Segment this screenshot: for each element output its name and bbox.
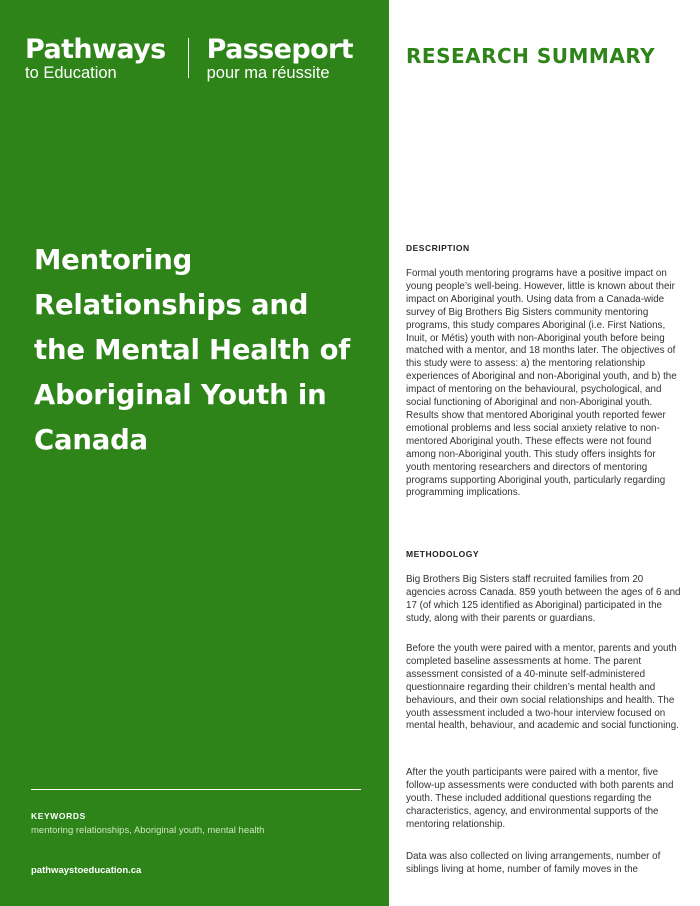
logo-english [25,36,166,82]
report-title-line: Aboriginal Youth in [34,379,327,411]
logo-french-sub: pour ma réussite [206,64,330,82]
report-title [34,238,374,463]
methodology-paragraph: Big Brothers Big Sisters staff recruited families from 20 agencies across Canada. 859 youth between the ages of 6 and 17 (of which 125 identified as Aboriginal) participated in the study, along with their parents or guardians. [406,574,681,624]
report-title-line: Mentoring [34,244,193,276]
description-heading: DESCRIPTION [406,243,470,253]
logo-french-main: Passeport [206,34,354,65]
keywords-label: KEYWORDS [31,811,86,821]
logo-english-main: Pathways [25,34,166,65]
research-summary-heading: RESEARCH SUMMARY [406,44,656,68]
keywords-text: mentoring relationships, Aboriginal youth, mental health [31,825,265,836]
logo-divider [188,38,189,78]
report-title-line: Relationships and [34,289,309,321]
methodology-paragraph: Data was also collected on living arrangements, number of siblings living at home, number of family moves in the [406,851,661,875]
divider [31,789,361,790]
logo-french [207,36,353,82]
methodology-heading: METHODOLOGY [406,549,480,559]
description-body: Formal youth mentoring programs have a positive impact on young people’s well-being. However, little is known about their impact on Aboriginal youth. Using data from a Canada-wide survey of Big Brothers Big Sisters community mentoring programs, this study compares Aboriginal (i.e. First Nations, Inuit, or Métis) youth with non-Aboriginal youth before being matched with a mentor, and 18 months later. The objectives of this study were to assess: a) the mentoring relationship experiences of Aboriginal and non-Aboriginal youth, and b) the impact of mentoring on the behavioural, psychological, and social functioning of Aboriginal and non-Aboriginal youth. Results show that mentored Aboriginal youth reported fewer emotional problems and less social anxiety relative to non-mentored Aboriginal youth. These effects were not found among non-Aboriginal youth. This study offers insights for youth mentoring researchers and directors of mentoring programs supporting Aboriginal youth, particularly regarding programming implications. [406,268,677,499]
report-title-line: the Mental Health of [34,334,351,366]
report-title-line: Canada [34,424,148,456]
logo [25,36,353,82]
website-link[interactable]: pathwaystoeducation.ca [31,865,142,876]
methodology-paragraph: Before the youth were paired with a mentor, parents and youth completed baseline assessments at home. The parent assessment consisted of a 40-minute self-administered questionnaire regarding their children’s mental health and behaviours, and their own social relationships and health. The youth assessment included a two-hour interview focused on mental health, behaviour, and academic and social functioning. [406,643,679,732]
methodology-paragraph: After the youth participants were paired with a mentor, five follow-up assessments were conducted with both parents and youth. These included additional questions regarding the characteristics, agency, and environmental supports of the mentoring relationship. [406,767,674,830]
logo-english-sub: to Education [25,64,117,82]
